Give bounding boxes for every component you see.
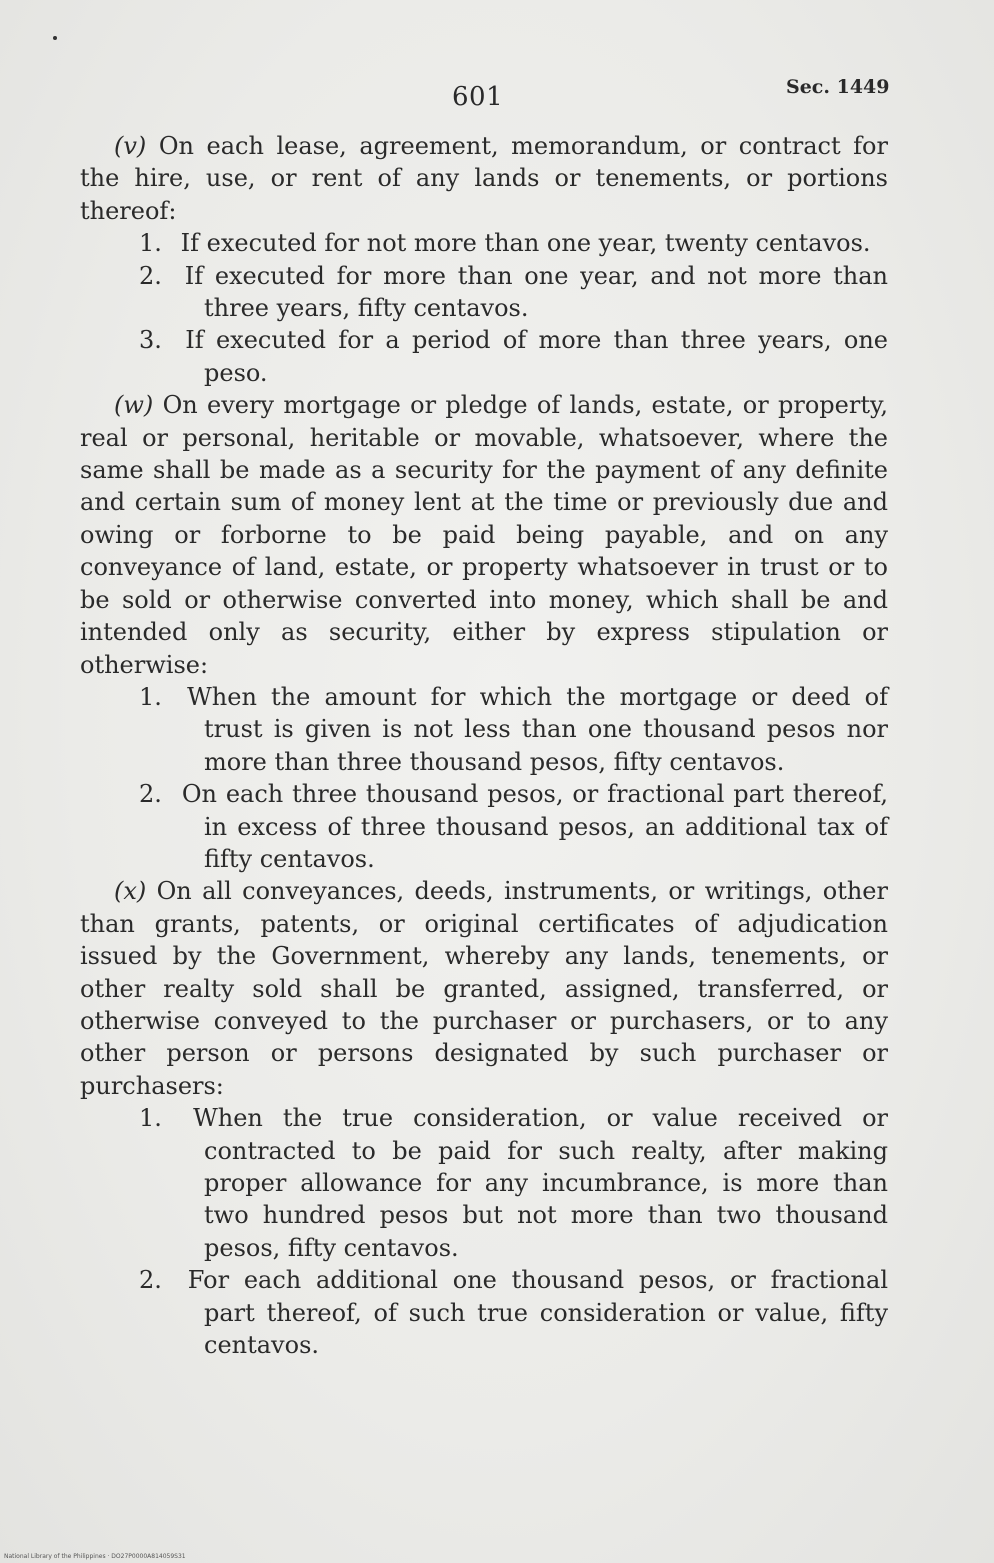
item-text: If executed for more than one year, and not more than three years, fifty centavos.: [184, 261, 888, 323]
paragraph-text: On every mortgage or pledge of lands, estate, or property, real or personal, heritable or movable, whatsoever, where the same shall be made as a security for the payment of any definite and certain sum of money lent at the time or previously due and owing or forborne to be paid being payable, and on any conveyance of land, estate, or property whatsoever in trust or to be sold or otherwise converted into money, which shall be and intended only as security, either by express stipulation or otherwise:: [80, 391, 888, 679]
scan-speck: [53, 36, 57, 40]
item-text: When the amount for which the mortgage or deed of trust is given is not less than one thousand pesos nor more than three thousand pesos, fifty centavos.: [187, 682, 888, 776]
paragraph-letter: (x): [114, 877, 147, 906]
item-number: 1.: [139, 682, 162, 711]
item-number: 2.: [139, 780, 162, 809]
list-item: [80, 227, 888, 259]
list-item: [80, 324, 888, 389]
item-text: On each three thousand pesos, or fractional part thereof, in excess of three thousand pesos, an additional tax of fifty centavos.: [181, 780, 888, 873]
paragraph-w: [80, 389, 888, 681]
item-text: If executed for not more than one year, twenty centavos.: [180, 229, 871, 258]
paragraph-text: On all conveyances, deeds, instruments, or writings, other than grants, patents, or original certificates of adjudication issued by the Government, whereby any lands, tenements, or other realty sold shall be granted, assigned, transferred, or otherwise conveyed to the purchaser or purchasers, or to any other person or persons designated by such purchaser or purchasers:: [80, 877, 888, 1100]
item-number: 2.: [139, 261, 162, 290]
paragraph-v: [80, 130, 888, 227]
item-text: If executed for a period of more than three years, one peso.: [185, 326, 888, 387]
body-text: [80, 130, 888, 1361]
item-number: 2.: [139, 1266, 162, 1295]
page-number: 601: [452, 82, 504, 112]
item-number: 1.: [139, 1104, 162, 1133]
list-item: [80, 260, 888, 325]
paragraph-letter: (w): [114, 391, 154, 420]
list-item: [80, 1102, 888, 1264]
item-text: When the true consideration, or value received or contracted to be paid for such realty, after making proper allowance for any incumbrance, is more than two hundred pesos but not more than two thousand pesos, fifty centavos.: [193, 1104, 888, 1262]
list-item: [80, 1264, 888, 1361]
paragraph-x: [80, 875, 888, 1102]
list-item: [80, 681, 888, 778]
section-reference: Sec. 1449: [786, 76, 890, 98]
paragraph-text: On each lease, agreement, memorandum, or contract for the hire, use, or rent of any lands or tenements, or portions thereof:: [80, 132, 888, 225]
paragraph-letter: (v): [114, 132, 147, 160]
item-number: 1.: [139, 229, 162, 258]
list-item: [80, 778, 888, 875]
item-number: 3.: [139, 326, 162, 355]
item-text: For each additional one thousand pesos, or fractional part thereof, of such true consideration or value, fifty centavos.: [187, 1266, 888, 1360]
scan-footer: National Library of the Philippines · DO27P0000A814059S31: [4, 1553, 186, 1560]
